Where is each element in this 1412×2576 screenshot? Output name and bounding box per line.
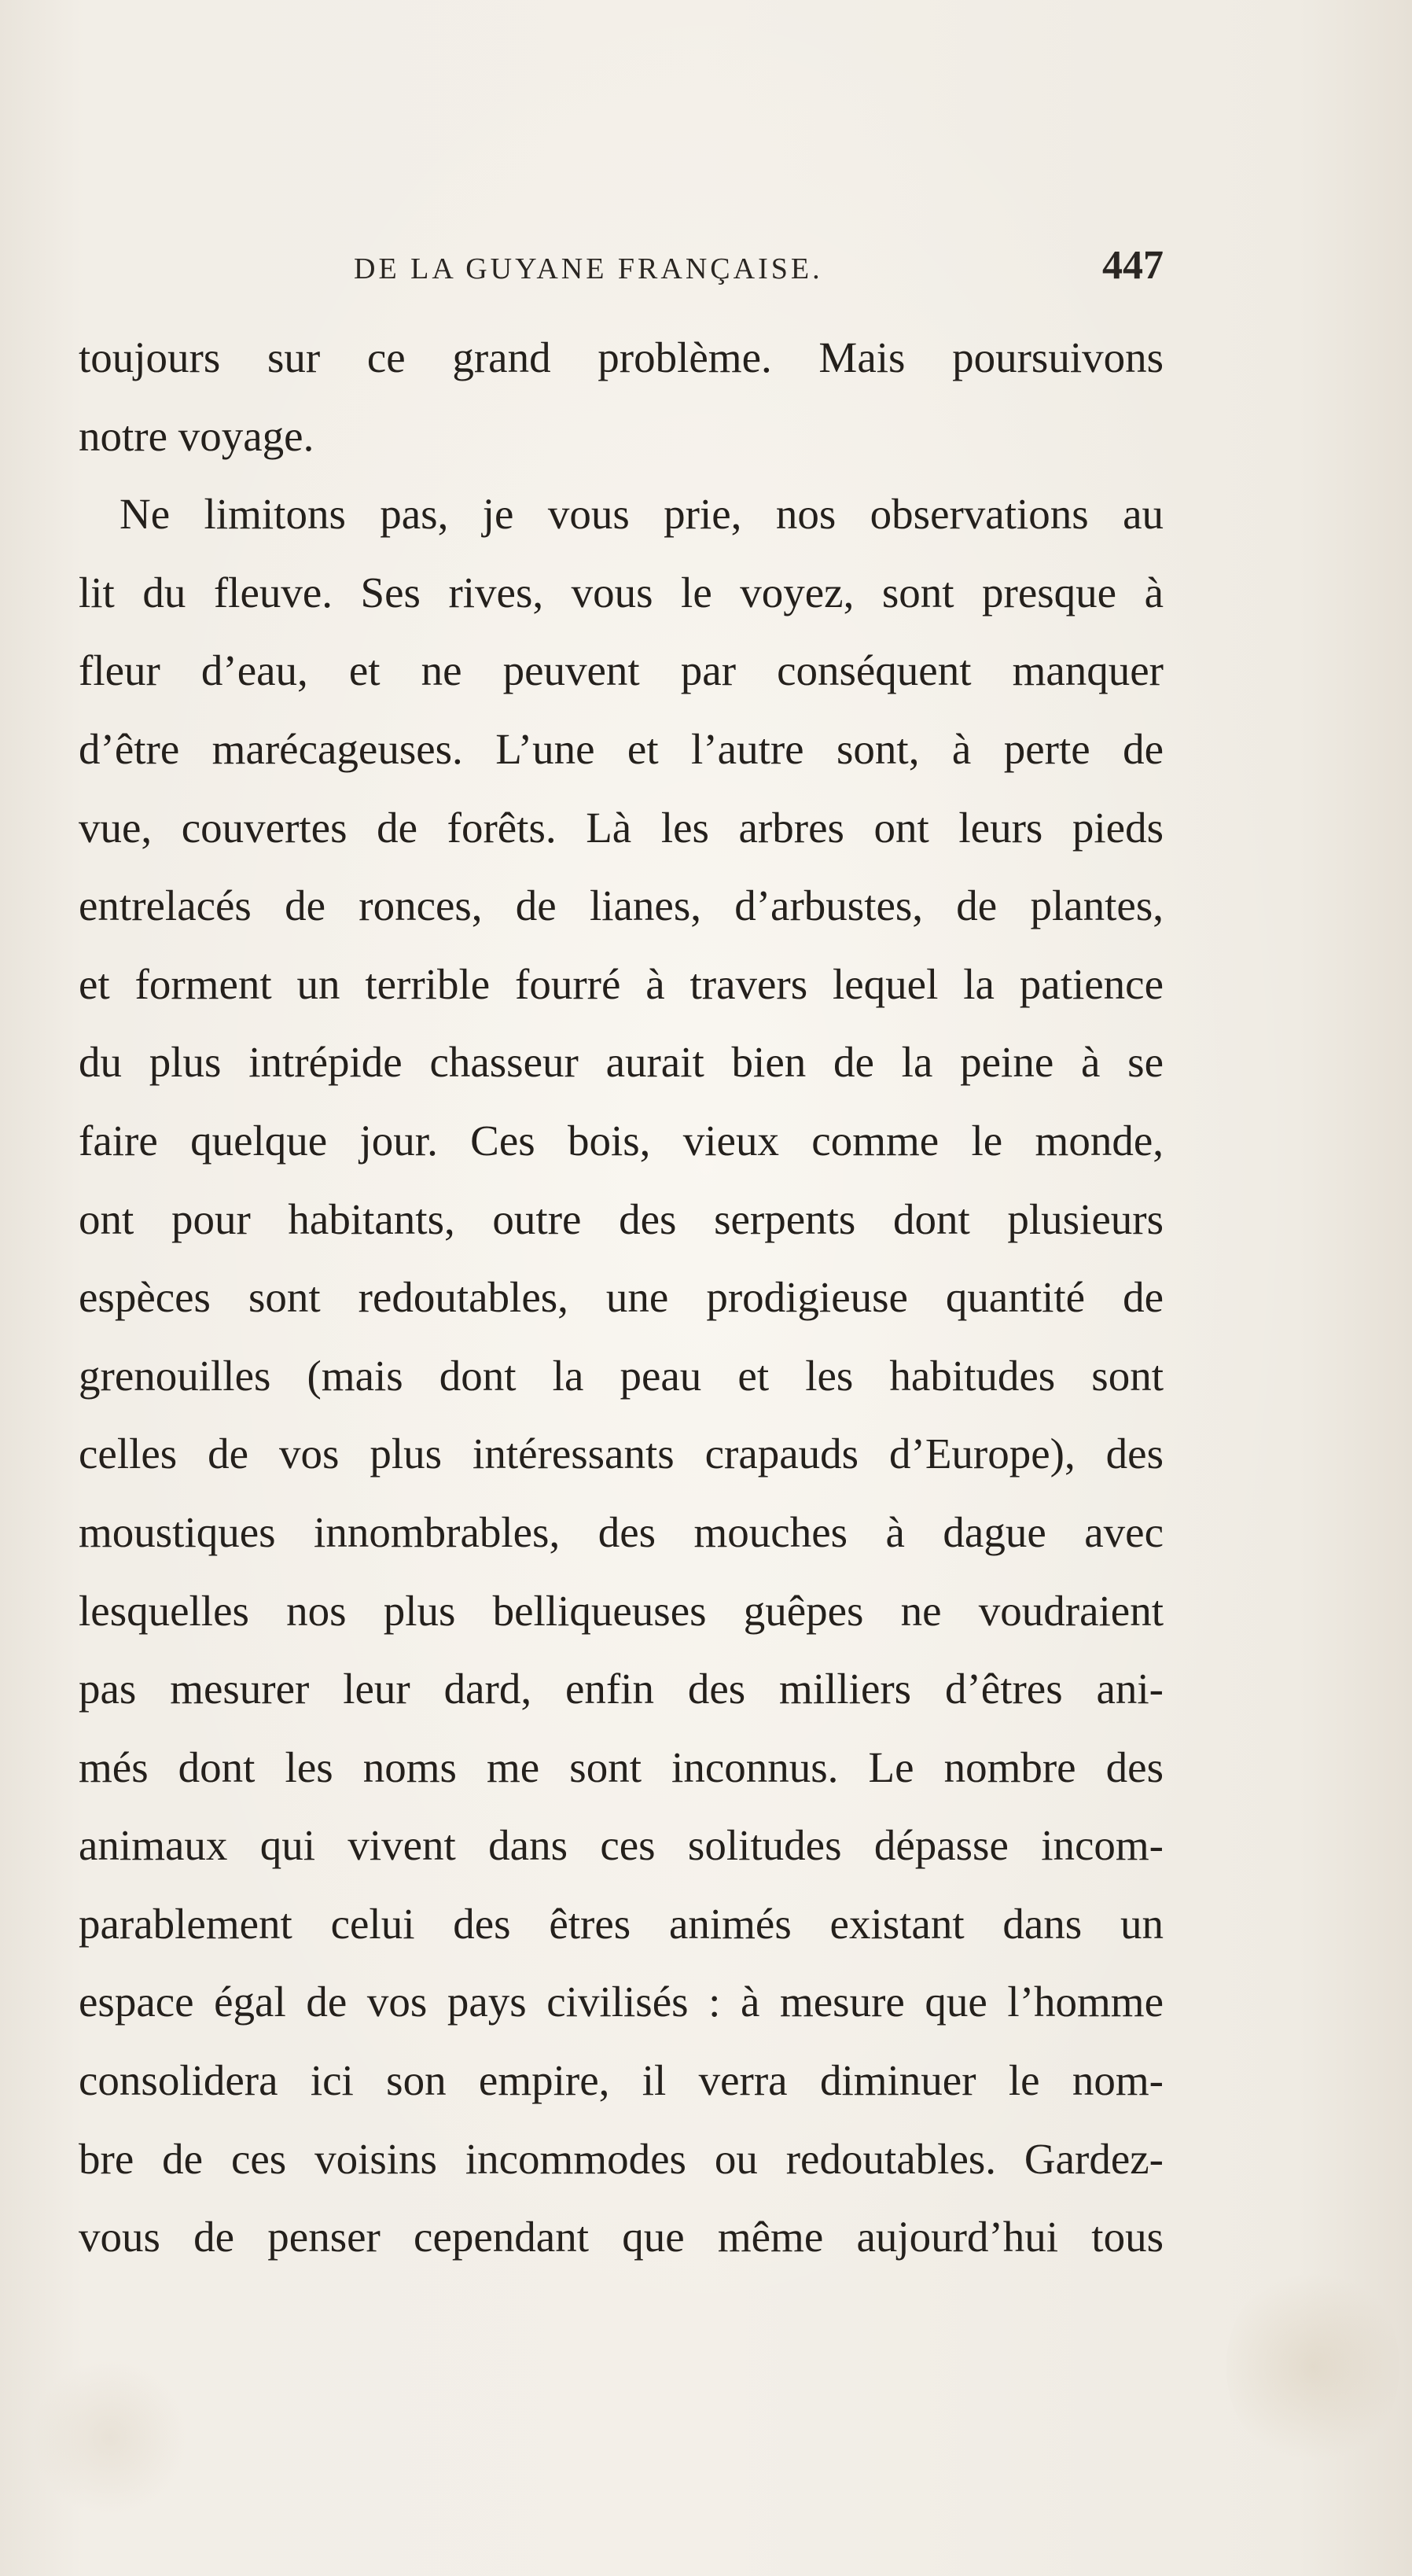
text-line: moustiques innombrables, des mouches à dague avec — [79, 1507, 1164, 1556]
text-line: espèces sont redoutables, une prodigieuse quantité de — [79, 1273, 1164, 1322]
text-line: lit du fleuve. Ses rives, vous le voyez, sont presque à — [79, 568, 1164, 616]
text-line: vue, couvertes de forêts. Là les arbres ont leurs pieds — [79, 803, 1164, 852]
text-line: més dont les noms me sont inconnus. Le nombre des — [79, 1742, 1164, 1791]
text-line: et forment un terrible fourré à travers lequel la patience — [79, 959, 1164, 1008]
text-line: Ne limitons pas, je vous prie, nos observations au — [120, 490, 1164, 539]
text-line: consolidera ici son empire, il verra diminuer le nom- — [79, 2056, 1164, 2105]
text-line: d’être marécageuses. L’une et l’autre sont, à perte de — [79, 724, 1164, 773]
text-line: animaux qui vivent dans ces solitudes dépasse incom- — [79, 1821, 1164, 1870]
paper-stain — [31, 2359, 189, 2516]
running-title: DE LA GUYANE FRANÇAISE. — [354, 252, 823, 285]
text-line: bre de ces voisins incommodes ou redoutables. Gardez- — [79, 2134, 1164, 2183]
text-line: celles de vos plus intéressants crapauds d’Europe), des — [79, 1430, 1164, 1478]
text-line: lesquelles nos plus belliqueuses guêpes ne voudraient — [79, 1586, 1164, 1635]
body-text — [79, 318, 1164, 2276]
text-line: vous de penser cependant que même aujourd’hui tous — [79, 2213, 1164, 2261]
text-line: grenouilles (mais dont la peau et les habitudes sont — [79, 1351, 1164, 1400]
text-line: toujours sur ce grand problème. Mais poursuivons — [79, 333, 1164, 381]
page-number: 447 — [1102, 243, 1164, 288]
text-line: ont pour habitants, outre des serpents dont plusieurs — [79, 1194, 1164, 1243]
text-line: entrelacés de ronces, de lianes, d’arbustes, de plantes, — [79, 881, 1164, 930]
text-line: du plus intrépide chasseur aurait bien de la peine à se — [79, 1038, 1164, 1087]
running-head — [79, 236, 1164, 299]
text-line: espace égal de vos pays civilisés : à mesure que l’homme — [79, 1978, 1164, 2026]
text-line: pas mesurer leur dard, enfin des milliers d’êtres ani- — [79, 1665, 1164, 1713]
paper-stain — [1226, 2265, 1399, 2469]
text-line: parablement celui des êtres animés existant dans un — [79, 1899, 1164, 1948]
text-line: notre voyage. — [79, 411, 314, 460]
text-line: fleur d’eau, et ne peuvent par conséquent manquer — [79, 646, 1164, 695]
text-line: faire quelque jour. Ces bois, vieux comme le monde, — [79, 1116, 1164, 1165]
